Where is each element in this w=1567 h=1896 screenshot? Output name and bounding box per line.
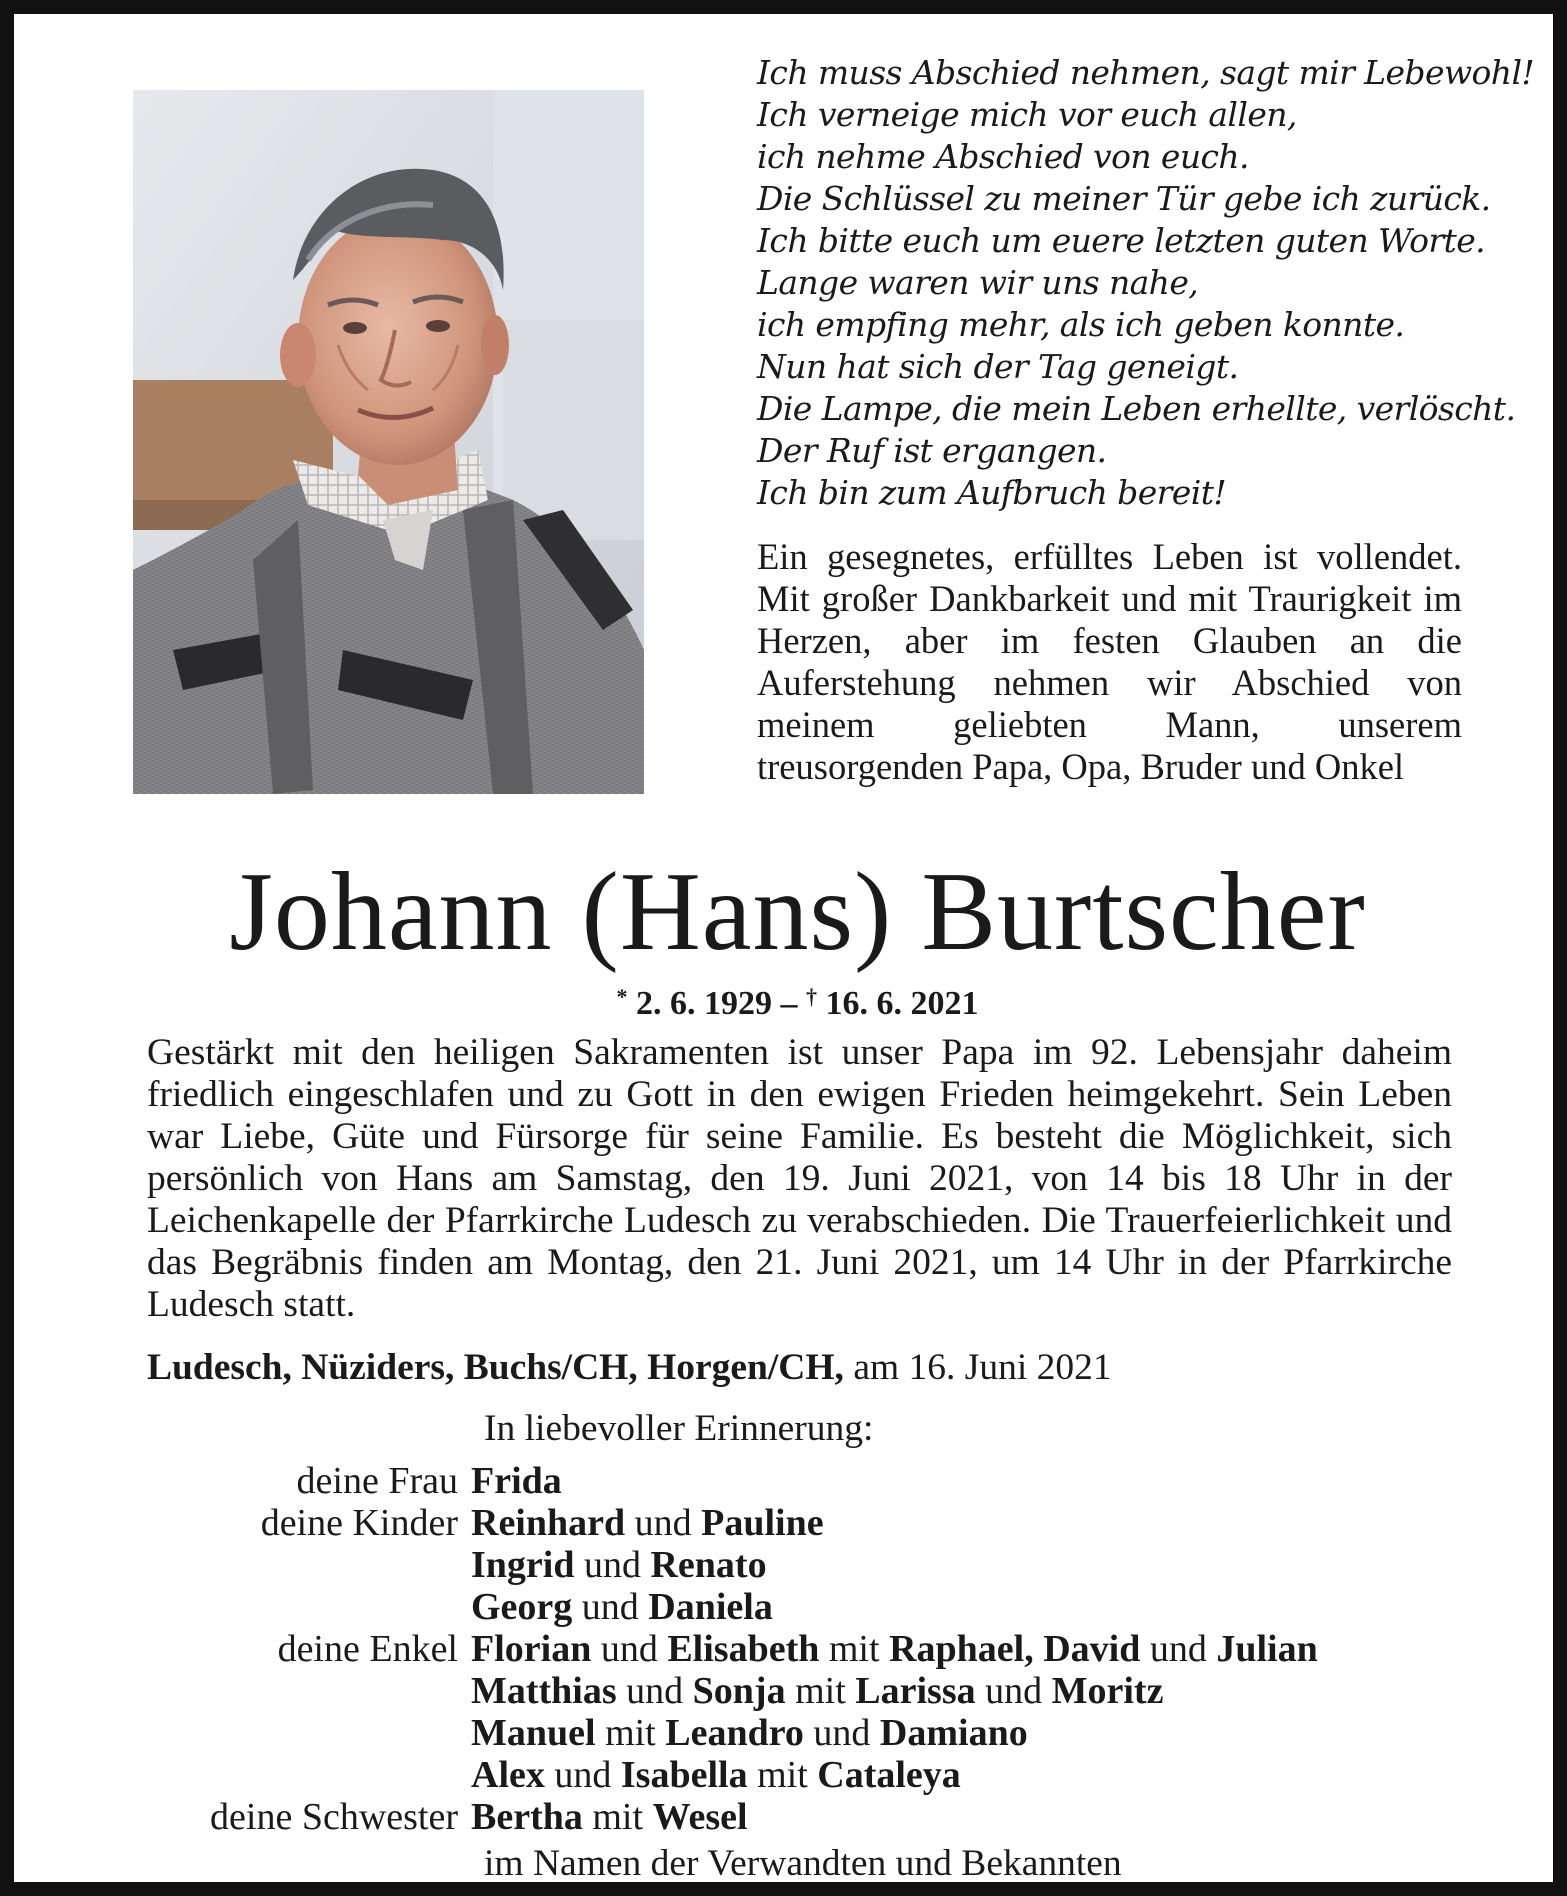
family-member-name: Georg [471, 1586, 573, 1628]
connector-word: mit [582, 1796, 653, 1838]
family-names [471, 1502, 824, 1544]
family-row [14, 1712, 1567, 1754]
family-names [471, 1796, 748, 1838]
family-member-name: Cataleya [817, 1754, 961, 1796]
family-list [14, 1460, 1567, 1838]
family-names [471, 1544, 767, 1586]
life-dates [14, 977, 1567, 1024]
family-row [14, 1586, 1567, 1628]
family-relation-label [14, 1712, 471, 1754]
family-names [471, 1586, 773, 1628]
connector-word: mit [595, 1712, 666, 1754]
closing-line: im Namen der Verwandten und Bekannten [484, 1843, 1122, 1884]
poem-line: Ich muss Abschied nehmen, sagt mir Lebewohl! [757, 53, 1535, 92]
connector-word: und [616, 1670, 693, 1712]
date-separator: – [780, 985, 798, 1022]
family-row [14, 1628, 1567, 1670]
family-relation-label [14, 1586, 471, 1628]
family-relation-label [14, 1670, 471, 1712]
connector-word: und [975, 1670, 1052, 1712]
family-member-name: Alex [471, 1754, 545, 1796]
memory-line: In liebevoller Erinnerung: [484, 1408, 874, 1449]
family-member-name: Raphael, David [889, 1628, 1141, 1670]
intro-paragraph: Ein gesegnetes, erfülltes Leben ist vollendet. Mit großer Dankbarkeit und mit Traurigkeit im Herzen, aber im festen Glauben an die Auferstehung nehmen wir Abschied von meinem geliebten Mann, unserem treusorgenden Papa, Opa, Bruder und Onkel [757, 536, 1462, 787]
family-names [471, 1754, 961, 1796]
connector-word: mit [747, 1754, 818, 1796]
family-member-name: Isabella [620, 1754, 748, 1796]
birth-date: 2. 6. 1929 [636, 985, 772, 1022]
family-member-name: Wesel [652, 1796, 748, 1838]
farewell-poem [757, 52, 1535, 514]
family-member-name: Bertha [471, 1796, 583, 1838]
birth-symbol: * [616, 984, 628, 1009]
poem-line: Lange waren wir uns nahe, [757, 263, 1199, 302]
family-relation-label [14, 1754, 471, 1796]
family-relation-label: deine Kinder [260, 1502, 458, 1544]
family-row [14, 1502, 1567, 1544]
family-member-name: Frida [471, 1460, 562, 1502]
family-member-name: Moritz [1051, 1670, 1164, 1712]
family-names [471, 1670, 1163, 1712]
family-member-name: Renato [650, 1544, 767, 1586]
poem-line: Ich verneige mich vor euch allen, [757, 95, 1297, 134]
family-member-name: Manuel [471, 1712, 596, 1754]
connector-word: und [591, 1628, 668, 1670]
deceased-name: Johann (Hans) Burtscher [229, 850, 1366, 974]
connector-word: und [803, 1712, 880, 1754]
connector-word: und [625, 1502, 702, 1544]
connector-word: und [1140, 1628, 1217, 1670]
family-relation-label: deine Frau [296, 1460, 458, 1502]
family-relation-label [14, 1544, 471, 1586]
portrait-photo [133, 90, 644, 794]
announcement-date: am 16. Juni 2021 [853, 1347, 1112, 1388]
connector-word: und [572, 1586, 649, 1628]
poem-line: ich empfing mehr, als ich geben konnte. [757, 305, 1405, 344]
family-member-name: Pauline [701, 1502, 824, 1544]
family-names [471, 1628, 1318, 1670]
family-relation-label: deine Schwester [210, 1796, 458, 1838]
place-names: Ludesch, Nüziders, Buchs/CH, Horgen/CH, [147, 1347, 844, 1388]
family-names [471, 1712, 1028, 1754]
family-names [471, 1460, 562, 1502]
poem-line: Der Ruf ist ergangen. [757, 431, 1107, 470]
connector-word: mit [785, 1670, 856, 1712]
poem-line: ich nehme Abschied von euch. [757, 137, 1249, 176]
main-text: Gestärkt mit den heiligen Sakramenten ist unser Papa im 92. Lebensjahr daheim friedlich eingeschlafen und zu Gott in den ewigen Frieden heimgekehrt. Sein Leben war Liebe, Güte und Fürsorge für seine Familie. Es besteht die Möglichkeit, sich persönlich von Hans am Samstag, den 19. Juni 2021, von 14 bis 18 Uhr in der Leichenkapelle der Pfarrkirche Ludesch zu verabschieden. Die Trauerfeierlichkeit und das Begräbnis finden am Montag, den 21. Juni 2021, um 14 Uhr in der Pfarrkirche Ludesch statt. [147, 1032, 1452, 1325]
family-relation-label: deine Enkel [277, 1628, 458, 1670]
poem-line: Die Schlüssel zu meiner Tür gebe ich zurück. [757, 179, 1491, 218]
family-member-name: Reinhard [471, 1502, 626, 1544]
poem-line: Die Lampe, die mein Leben erhellte, verlöscht. [757, 389, 1516, 428]
death-symbol: † [806, 984, 817, 1009]
connector-word: und [544, 1754, 621, 1796]
family-member-name: Florian [471, 1628, 592, 1670]
poem-line: Ich bitte euch um euere letzten guten Worte. [757, 221, 1486, 260]
death-date: 16. 6. 2021 [825, 985, 979, 1022]
family-row [14, 1544, 1567, 1586]
family-row [14, 1670, 1567, 1712]
family-row [14, 1754, 1567, 1796]
family-member-name: Larissa [855, 1670, 976, 1712]
family-row [14, 1460, 1567, 1502]
family-member-name: Elisabeth [667, 1628, 820, 1670]
family-member-name: Sonja [692, 1670, 786, 1712]
family-row [14, 1796, 1567, 1838]
poem-line: Nun hat sich der Tag geneigt. [757, 347, 1239, 386]
connector-word: und [574, 1544, 651, 1586]
connector-word: mit [819, 1628, 890, 1670]
family-member-name: Daniela [648, 1586, 773, 1628]
family-member-name: Matthias [471, 1670, 617, 1712]
family-member-name: Leandro [665, 1712, 804, 1754]
family-member-name: Julian [1216, 1628, 1318, 1670]
place-date-line [147, 1347, 1467, 1389]
family-member-name: Damiano [879, 1712, 1028, 1754]
family-member-name: Ingrid [471, 1544, 575, 1586]
poem-line: Ich bin zum Aufbruch bereit! [757, 473, 1227, 512]
